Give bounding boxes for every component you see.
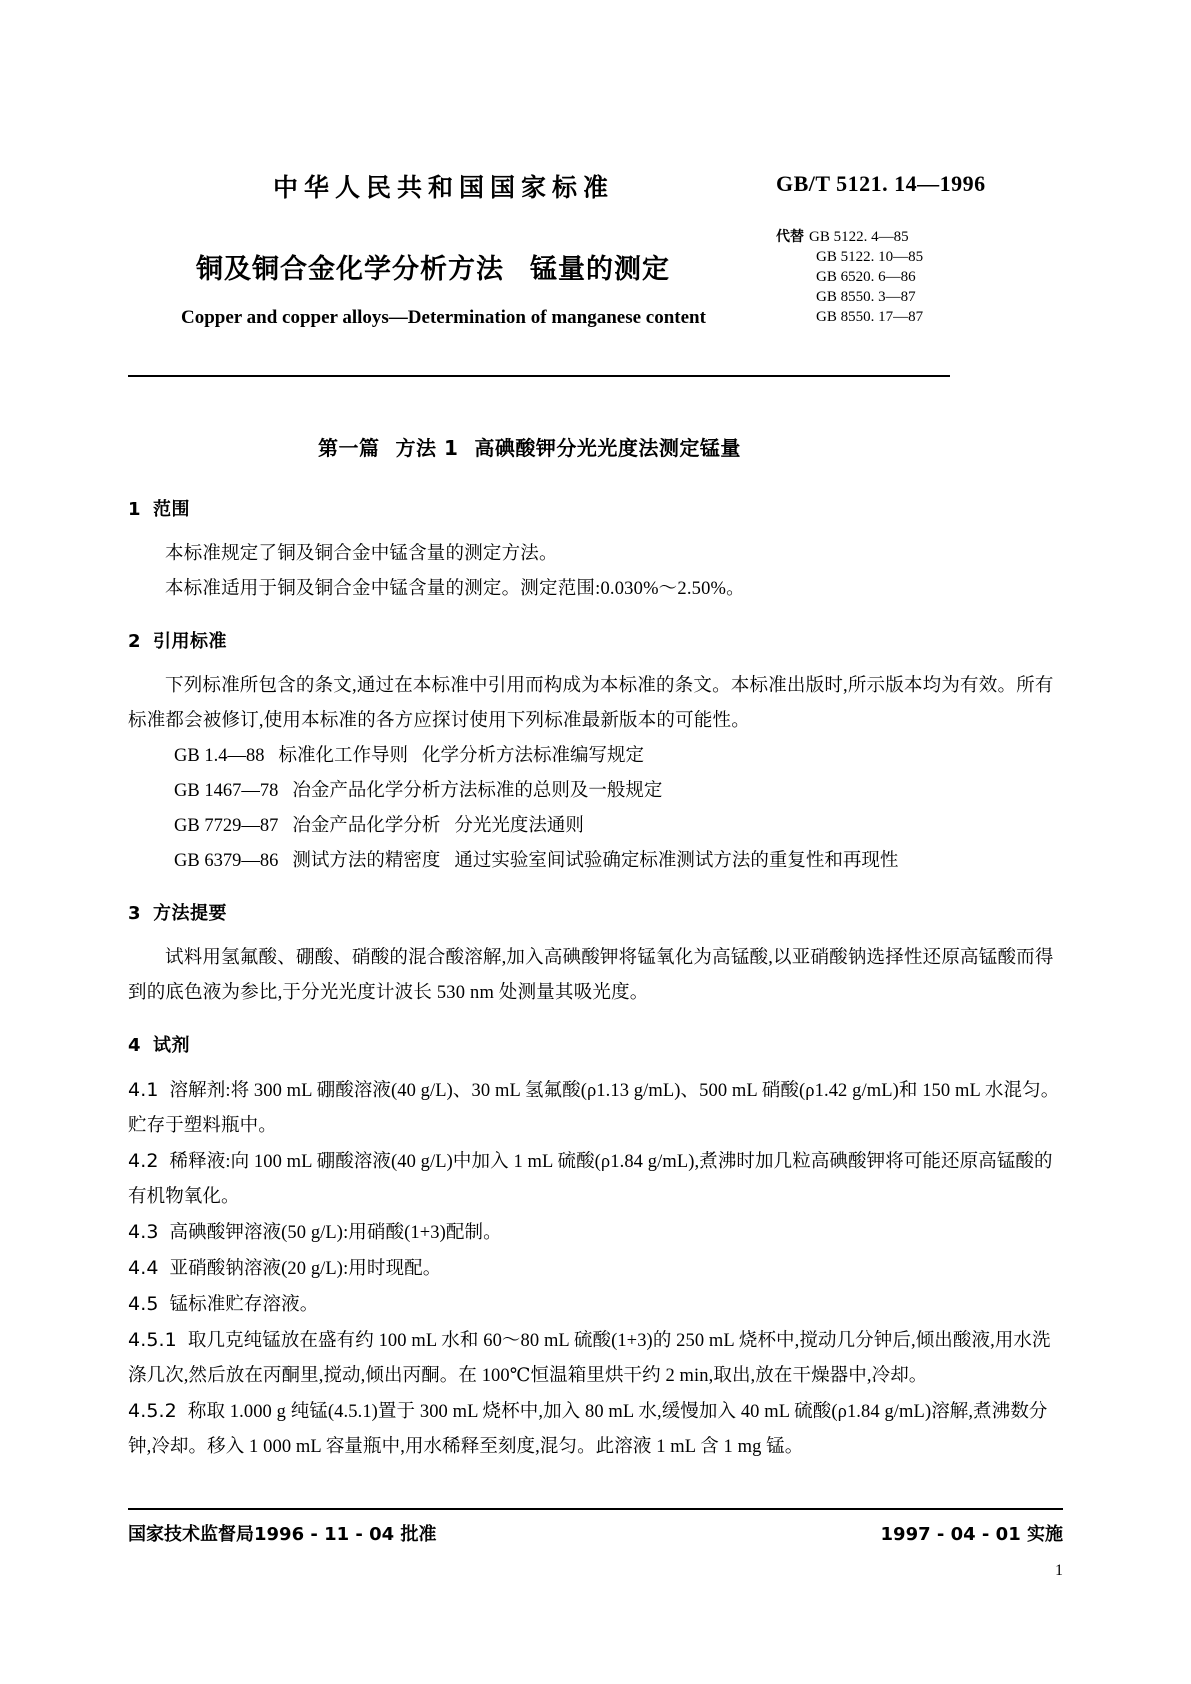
header-divider-rule xyxy=(128,375,950,377)
method-label: 方法 1 xyxy=(395,436,459,460)
reagent-item-number: 4.5.2 xyxy=(128,1400,177,1422)
footer-divider-rule xyxy=(128,1508,1063,1510)
reference-standard-item xyxy=(128,739,1063,774)
reagent-item-text: 取几克纯锰放在盛有约 100 mL 水和 60～80 mL 硫酸(1+3)的 250 mL 烧杯中,搅动几分钟后,倾出酸液,用水洗涤几次,然后放在丙酮里,搅动,倾出丙酮。在 100℃恒温箱里烘干约 2 min,取出,放在干燥器中,冷却。 xyxy=(128,1331,1051,1386)
title-cn-part-2: 锰量的测定 xyxy=(530,254,670,285)
reagent-item-number: 4.4 xyxy=(128,1257,159,1279)
section-heading-2 xyxy=(128,627,1063,653)
replaced-standards-row xyxy=(776,267,923,287)
document-header xyxy=(128,155,1063,370)
reagent-item xyxy=(128,1215,1063,1251)
section-title: 范围 xyxy=(153,499,191,520)
reference-code: GB 6379—86 xyxy=(174,851,279,871)
section-heading-4 xyxy=(128,1031,1063,1057)
reference-title-b: 化学分析方法标准编写规定 xyxy=(421,746,644,766)
part-label: 第一篇 xyxy=(318,436,380,460)
replaced-standards-list xyxy=(776,227,923,327)
standard-number: GB/T 5121. 14—1996 xyxy=(776,171,986,196)
reagent-item-number: 4.3 xyxy=(128,1221,159,1243)
document-title-cn xyxy=(196,247,670,286)
reference-code: GB 7729—87 xyxy=(174,816,279,836)
replaced-standard-item: GB 8550. 3—87 xyxy=(816,289,916,305)
reference-standard-item xyxy=(128,774,1063,809)
reagent-item-text: 稀释液:向 100 mL 硼酸溶液(40 g/L)中加入 1 mL 硫酸(ρ1.84 g/mL),煮沸时加几粒高碘酸钾将可能还原高锰酸的有机物氧化。 xyxy=(128,1152,1053,1207)
replaced-standards-row xyxy=(776,307,923,327)
reagent-item xyxy=(128,1073,1063,1144)
section-title: 方法提要 xyxy=(153,903,228,924)
section-number: 3 xyxy=(128,903,142,924)
section-1-paragraph-2: 本标准适用于铜及铜合金中锰含量的测定。测定范围:0.030%～2.50%。 xyxy=(165,579,745,599)
reference-title-a: 测试方法的精密度 xyxy=(292,851,441,871)
replaced-standards-row xyxy=(776,227,923,247)
document-body xyxy=(128,432,1063,1465)
reagent-item xyxy=(128,1144,1063,1215)
reagent-item-number: 4.5.1 xyxy=(128,1329,177,1351)
page-number: 1 xyxy=(1055,1562,1063,1579)
reference-title-b: 通过实验室间试验确定标准测试方法的重复性和再现性 xyxy=(454,851,899,871)
reagent-item-number: 4.5 xyxy=(128,1293,159,1315)
section-title: 试剂 xyxy=(153,1035,191,1056)
reagent-item-text: 溶解剂:将 300 mL 硼酸溶液(40 g/L)、30 mL 氢氟酸(ρ1.13 g/mL)、500 mL 硝酸(ρ1.42 g/mL)和 150 mL 水混匀。贮存于塑料瓶中。 xyxy=(128,1081,1060,1136)
section-number: 1 xyxy=(128,499,142,520)
reference-title-a: 冶金产品化学分析方法标准的总则及一般规定 xyxy=(292,781,663,801)
reference-code: GB 1.4—88 xyxy=(174,746,265,766)
replaced-standard-item: GB 5122. 4—85 xyxy=(809,229,909,245)
reference-title-b: 分光光度法通则 xyxy=(454,816,584,836)
reagent-item-number: 4.1 xyxy=(128,1079,159,1101)
reagent-item-number: 4.2 xyxy=(128,1150,159,1172)
part-title xyxy=(128,432,1063,461)
reference-title-a: 冶金产品化学分析 xyxy=(292,816,441,836)
approval-statement: 国家技术监督局1996 - 11 - 04 批准 xyxy=(128,1524,437,1545)
reference-standard-item xyxy=(128,809,1063,844)
title-cn-part-1: 铜及铜合金化学分析方法 xyxy=(196,254,504,285)
replaced-standard-item: GB 5122. 10—85 xyxy=(816,249,924,265)
reagent-item xyxy=(128,1323,1063,1394)
section-heading-3 xyxy=(128,899,1063,925)
reagent-item-text: 高碘酸钾溶液(50 g/L):用硝酸(1+3)配制。 xyxy=(169,1223,502,1243)
implementation-date: 1997 - 04 - 01 实施 xyxy=(880,1524,1063,1545)
reagent-item-text: 亚硝酸钠溶液(20 g/L):用时现配。 xyxy=(169,1259,442,1279)
reference-code: GB 1467—78 xyxy=(174,781,279,801)
document-footer xyxy=(128,1520,1063,1560)
section-title: 引用标准 xyxy=(153,631,228,652)
replaces-label: 代替 xyxy=(776,229,804,245)
method-name: 高碘酸钾分光光度法测定锰量 xyxy=(474,436,741,460)
reagent-item xyxy=(128,1394,1063,1465)
reagent-item-text: 称取 1.000 g 纯锰(4.5.1)置于 300 mL 烧杯中,加入 80 mL 水,缓慢加入 40 mL 硫酸(ρ1.84 g/mL)溶解,煮沸数分钟,冷却。移入 1 000 mL 容量瓶中,用水稀释至刻度,混匀。此溶液 1 mL 含 1 mg 锰。 xyxy=(128,1402,1048,1457)
replaced-standards-row xyxy=(776,247,923,267)
reference-title-a: 标准化工作导则 xyxy=(278,746,408,766)
reference-standard-item xyxy=(128,844,1063,879)
replaced-standard-item: GB 8550. 17—87 xyxy=(816,309,924,325)
national-standard-label: 中华人民共和国国家标准 xyxy=(273,173,615,202)
reagent-item-text: 锰标准贮存溶液。 xyxy=(169,1295,319,1315)
section-1-paragraph-1: 本标准规定了铜及铜合金中锰含量的测定方法。 xyxy=(165,544,558,564)
section-number: 2 xyxy=(128,631,142,652)
replaced-standard-item: GB 6520. 6—86 xyxy=(816,269,916,285)
section-number: 4 xyxy=(128,1035,142,1056)
document-title-en: Copper and copper alloys—Determination of manganese content xyxy=(181,307,706,328)
section-2-paragraph-1: 下列标准所包含的条文,通过在本标准中引用而构成为本标准的条文。本标准出版时,所示版本均为有效。所有标准都会被修订,使用本标准的各方应探讨使用下列标准最新版本的可能性。 xyxy=(128,676,1054,731)
reagent-item xyxy=(128,1251,1063,1287)
replaced-standards-row xyxy=(776,287,923,307)
section-3-paragraph-1: 试料用氢氟酸、硼酸、硝酸的混合酸溶解,加入高碘酸钾将锰氧化为高锰酸,以亚硝酸钠选择性还原高锰酸而得到的底色液为参比,于分光光度计波长 530 nm 处测量其吸光度。 xyxy=(128,948,1054,1003)
reagent-item xyxy=(128,1287,1063,1323)
section-heading-1 xyxy=(128,495,1063,521)
